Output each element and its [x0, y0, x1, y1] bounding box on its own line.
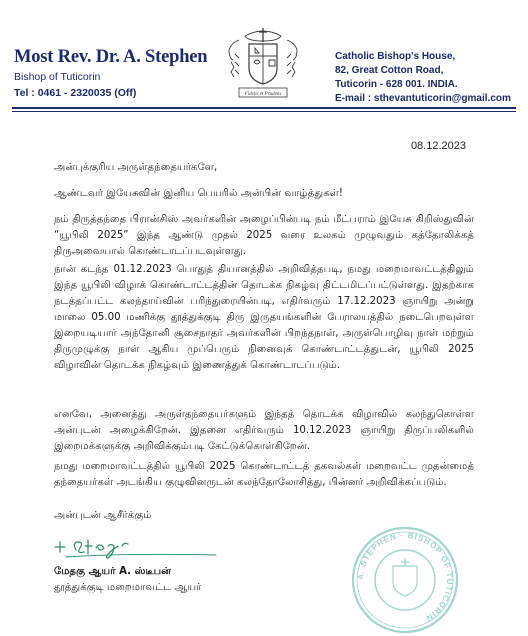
paragraph: நான் கடந்த 01.12.2023 பொதுத் தியானத்தில் அறிவித்தபடி, நமது மறைமாவட்டத்திலும் இந்த யூபிலி விழாக் கொண்டாட்டத்தின் தொடக்க நிகழ்வு திட்டமிடப்பட்டுள்ளது. இதற்காக நடத்தப்பட்ட கலந்தாய்வின் பரிந்துரையின்படி, எதிர்வரும் 17.12.2023 ஞாயிறு அன்று மாலை 05.00 மணிக்கு தூத்துக்குடி திரு இருதயங்களின் பேராலயத்தில் நடைபெறவுள்ள இறையடியார் அந்தோனி சூசைநாதர் அவர்களின் பிறந்தநாள், அருள்பொழிவு நாள் மற்றும் திருமுழுக்கு நாள் ஆகிய முப்பெரும் நினைவுக் கொண்டாட்டத்துடன், யூபிலி 2025 விழாவின் தொடக்க நிகழ்வும் இணைத்துக் கொண்டாடப்படும். — [54, 264, 474, 371]
letterhead-rule-thin — [12, 111, 516, 112]
address-line: Tuticorin - 628 001. INDIA. — [335, 79, 458, 90]
sender-phone: Tel : 0461 - 2320035 (Off) — [14, 87, 137, 99]
greeting: ஆண்டவர் இயேசுவின் இனிய பெயரில் அன்பின் வாழ்த்துகள்! — [54, 188, 343, 199]
episcopal-coat-of-arms-icon — [225, 26, 301, 106]
letter-date: 08.12.2023 — [410, 140, 466, 152]
letterhead-address — [335, 50, 525, 106]
letterhead-rule — [12, 107, 516, 109]
letterhead-sender — [14, 47, 234, 99]
paragraph: நமது மறைமாவட்டத்தில் யூபிலி 2025 கொண்டாட்டத் தகவல்கள் மறைவட்ட முதன்மைத் தந்தையர்கள் அடங்கிய குழுவினருடன் கலந்தோலோசித்து, பின்னர் அறிவிக்கப்படும். — [54, 461, 474, 488]
signer-name: மேதகு ஆயர் A. ஸ்டீபன் — [54, 566, 172, 577]
sender-name: Most Rev. Dr. A. Stephen — [14, 47, 208, 67]
handwritten-signature-icon — [52, 530, 232, 564]
closing: அன்புடன் ஆசீர்க்கும் — [54, 510, 152, 521]
official-seal-stamp-icon — [345, 520, 465, 636]
signer-title: தூத்துக்குடி மறைமாவட்ட ஆயர் — [54, 582, 202, 593]
seal-text: A. STEPHEN · BISHOP OF TUTICORIN — [355, 530, 455, 624]
email-line: E-mail : sthevantuticorin@gmail.com — [335, 93, 511, 104]
sender-title: Bishop of Tuticorin — [14, 71, 101, 83]
address-line: 82, Great Cotton Road, — [335, 65, 444, 76]
paragraph: நம் திருத்தந்தை பிரான்சிஸ் அவர்களின் அழைப்பின்படி நம் மீட்பராம் இயேசு கிறிஸ்துவின் “யூபிலி 2025” இந்த ஆண்டு முதல் 2025 வரை உலகம் முழுவதும் கத்தோலிக்கத் திருஅவையால் கொண்டாடப்படவுள்ளது. — [54, 214, 474, 257]
svg-text:A. STEPHEN · BISHOP OF TUTICOR — [356, 531, 454, 623]
paragraph: எனவே, அனைத்து அருள்தந்தையர்களும் இந்தத் தொடக்க விழாவில் கலந்துகொள்ள அன்புடன் அழைக்கிறேன். இதனை எதிர்வரும் 10.12.2023 ஞாயிறு திருப்பலிகளில் இறைமக்களுக்கு அறிவிக்கும்படி கேட்டுக்கொள்கிறேன். — [54, 409, 474, 452]
address-line: Catholic Bishop's House, — [335, 51, 456, 62]
crest-motto: Fidelis et Prudens — [244, 92, 282, 97]
salutation: அன்புக்குரிய அருள்தந்தையர்களே, — [54, 162, 218, 173]
